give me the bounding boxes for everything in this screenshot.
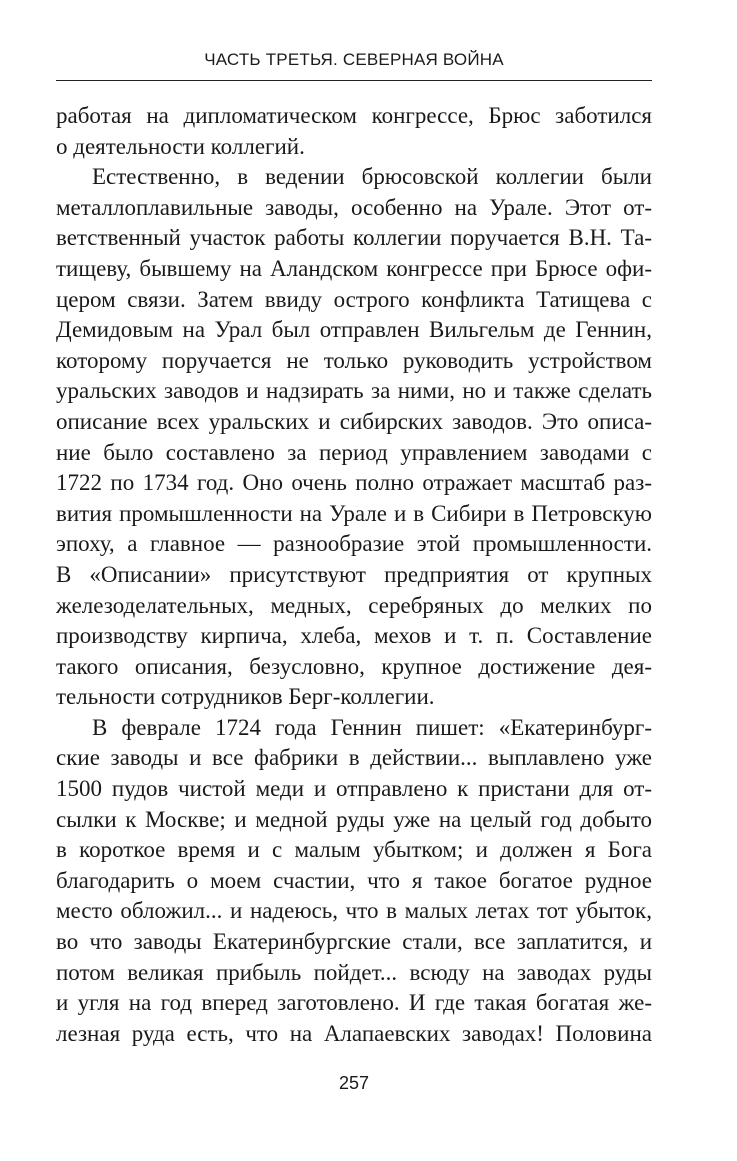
- paragraph-1: [56, 101, 652, 162]
- text-line: металлоплавильные заводы, особенно на Урале. Этот от-: [56, 194, 652, 220]
- text-line: ветственный участок работы коллегии поручается В.Н. Та-: [56, 225, 652, 251]
- text-line: эпоху, а главное — разнообразие этой промышленности.: [56, 531, 652, 557]
- text-line: Демидовым на Урал был отправлен Вильгельм де Геннин,: [56, 317, 652, 343]
- text-line: работая на дипломатическом конгрессе, Брюс заботился: [56, 103, 652, 128]
- text-line: потом великая прибыль пойдет... всюду на заводах руды: [56, 959, 652, 985]
- text-line: место обложил... и надеюсь, что в малых летах тот убыток,: [56, 898, 652, 924]
- running-head: ЧАСТЬ ТРЕТЬЯ. СЕВЕРНАЯ ВОЙНА: [204, 50, 504, 69]
- text-line: в короткое время и с малым убытком; и должен я Бога: [56, 837, 652, 863]
- text-line: и угля на год вперед заготовлено. И где такая богатая же-: [56, 990, 652, 1016]
- paragraph-3: [56, 713, 652, 1050]
- text-line: уральских заводов и надзирать за ними, но и также сделать: [56, 378, 652, 404]
- text-line: 1500 пудов чистой меди и отправлено к пристани для от-: [56, 776, 652, 802]
- text-line: ские заводы и все фабрики в действии... выплавлено уже: [56, 745, 652, 771]
- text-line: лезная руда есть, что на Алапаевских заводах! Половина: [56, 1020, 652, 1046]
- text-line: тищеву, бывшему на Аландском конгрессе при Брюсе офи-: [56, 255, 652, 281]
- text-line: сылки к Москве; и медной руды уже на целый год добыто: [56, 806, 652, 832]
- header-rule: [56, 80, 652, 81]
- text-line: В «Описании» присутствуют предприятия от крупных: [56, 561, 652, 587]
- paragraph-2: [56, 162, 652, 713]
- text-line: во что заводы Екатеринбургские стали, все заплатится, и: [56, 929, 652, 955]
- page-number: 257: [338, 1073, 370, 1093]
- text-line: вития промышленности на Урале и в Сибири в Петровскую: [56, 500, 652, 526]
- text-line: ние было составлено за период управлением заводами с: [56, 439, 652, 465]
- text-line: которому поручается не только руководить устройством: [56, 347, 652, 373]
- body-text: [56, 101, 652, 1049]
- text-line: железоделательных, медных, серебряных до мелких по: [56, 592, 652, 618]
- text-line: описание всех уральских и сибирских заводов. Это описа-: [56, 408, 652, 434]
- text-line: благодарить о моем счастии, что я такое богатое рудное: [56, 867, 652, 893]
- text-line: такого описания, безусловно, крупное достижение дея-: [56, 653, 652, 679]
- text-line: 1722 по 1734 год. Оно очень полно отражает масштаб раз-: [56, 470, 652, 496]
- text-line: тельности сотрудников Берг-коллегии.: [56, 684, 435, 710]
- text-line: Естественно, в ведении брюсовской коллегии были: [92, 164, 652, 190]
- text-line: цером связи. Затем ввиду острого конфликта Татищева с: [56, 286, 652, 312]
- text-line: производству кирпича, хлеба, мехов и т. п. Составление: [56, 623, 652, 649]
- text-line: о деятельности коллегий.: [56, 133, 305, 159]
- text-line: В феврале 1724 года Геннин пишет: «Екатеринбург-: [92, 714, 652, 740]
